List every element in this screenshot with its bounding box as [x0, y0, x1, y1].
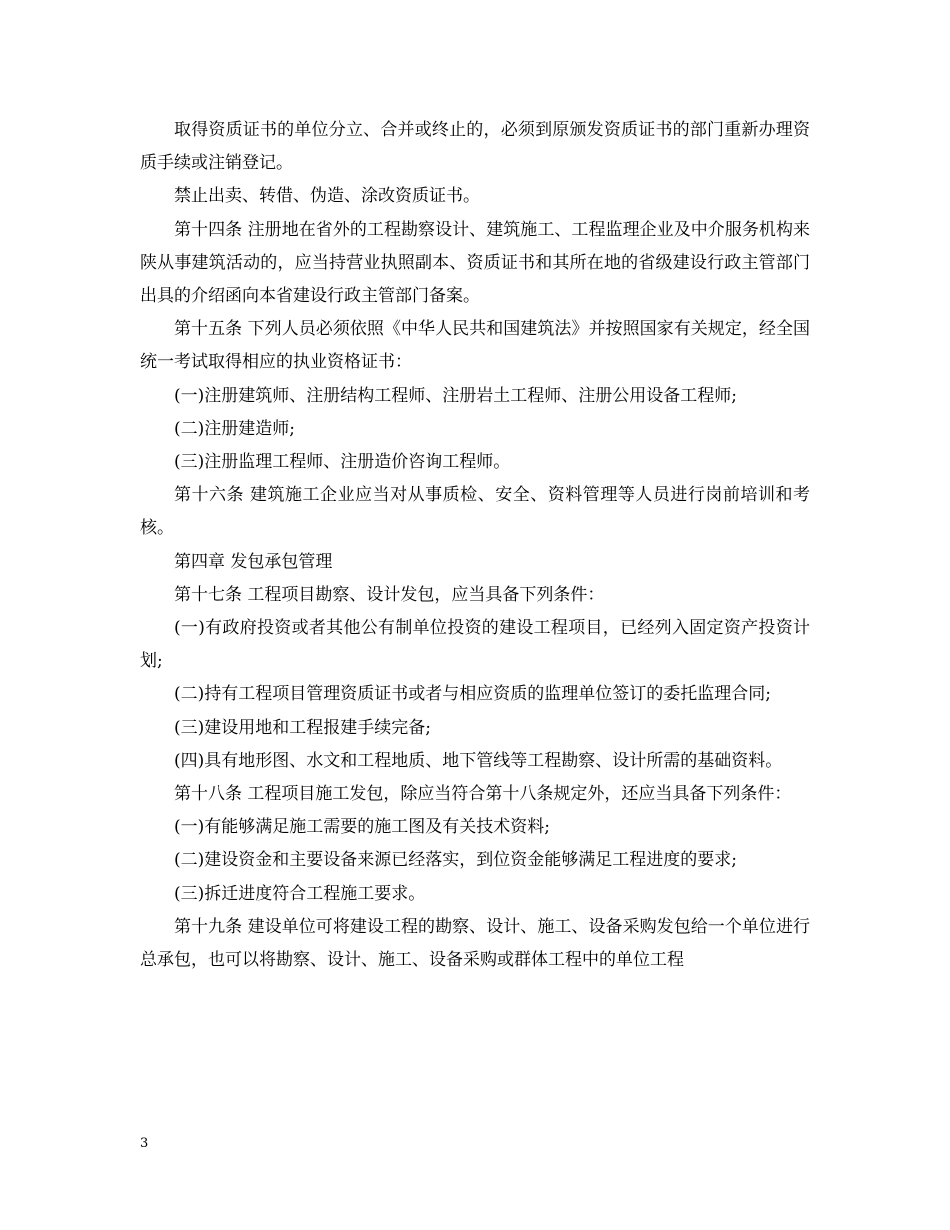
list-item: (三)注册监理工程师、注册造价咨询工程师。	[174, 452, 511, 473]
document-body	[140, 114, 810, 977]
article-19: 第十九条 建设单位可将建设工程的勘察、设计、施工、设备采购发包给一个单位进行总承包，也可以将勘察、设计、施工、设备采购或群体工程中的单位工程	[140, 916, 810, 971]
list-item: (一)注册建筑师、注册结构工程师、注册岩土工程师、注册公用设备工程师;	[174, 385, 737, 406]
article-14: 第十四条 注册地在省外的工程勘察设计、建筑施工、工程监理企业及中介服务机构来陕从事建筑活动的，应当持营业执照副本、资质证书和其所在地的省级建设行政主管部门出具的介绍函向本省建设行政主管部门备案。	[140, 219, 810, 307]
chapter-heading: 第四章 发包承包管理	[174, 551, 333, 572]
list-item: (二)持有工程项目管理资质证书或者与相应资质的监理单位签订的委托监理合同;	[174, 684, 771, 705]
list-item: (四)具有地形图、水文和工程地质、地下管线等工程勘察、设计所需的基础资料。	[174, 750, 783, 771]
list-item: (二)建设资金和主要设备来源已经落实，到位资金能够满足工程进度的要求;	[174, 850, 737, 871]
article-15: 第十五条 下列人员必须依照《中华人民共和国建筑法》并按照国家有关规定，经全国统一考试取得相应的执业资格证书：	[140, 319, 810, 373]
paragraph: 取得资质证书的单位分立、合并或终止的，必须到原颁发资质证书的部门重新办理资质手续或注销登记。	[140, 120, 810, 174]
list-item: (一)有能够满足施工需要的施工图及有关技术资料;	[174, 817, 550, 838]
paragraph: 禁止出卖、转借、伪造、涂改资质证书。	[174, 186, 480, 207]
list-item: (三)拆迁进度符合工程施工要求。	[174, 883, 426, 904]
list-item: (三)建设用地和工程报建手续完备;	[174, 717, 431, 738]
article-17: 第十七条 工程项目勘察、设计发包，应当具备下列条件：	[174, 584, 605, 605]
page-number: 3	[140, 1136, 149, 1151]
article-18: 第十八条 工程项目施工发包，除应当符合第十八条规定外，还应当具备下列条件：	[174, 784, 792, 805]
list-item: (一)有政府投资或者其他公有制单位投资的建设工程项目，已经列入固定资产投资计划;	[140, 618, 810, 672]
list-item: (二)注册建造师;	[174, 418, 295, 439]
article-16: 第十六条 建筑施工企业应当对从事质检、安全、资料管理等人员进行岗前培训和考核。	[140, 485, 810, 539]
